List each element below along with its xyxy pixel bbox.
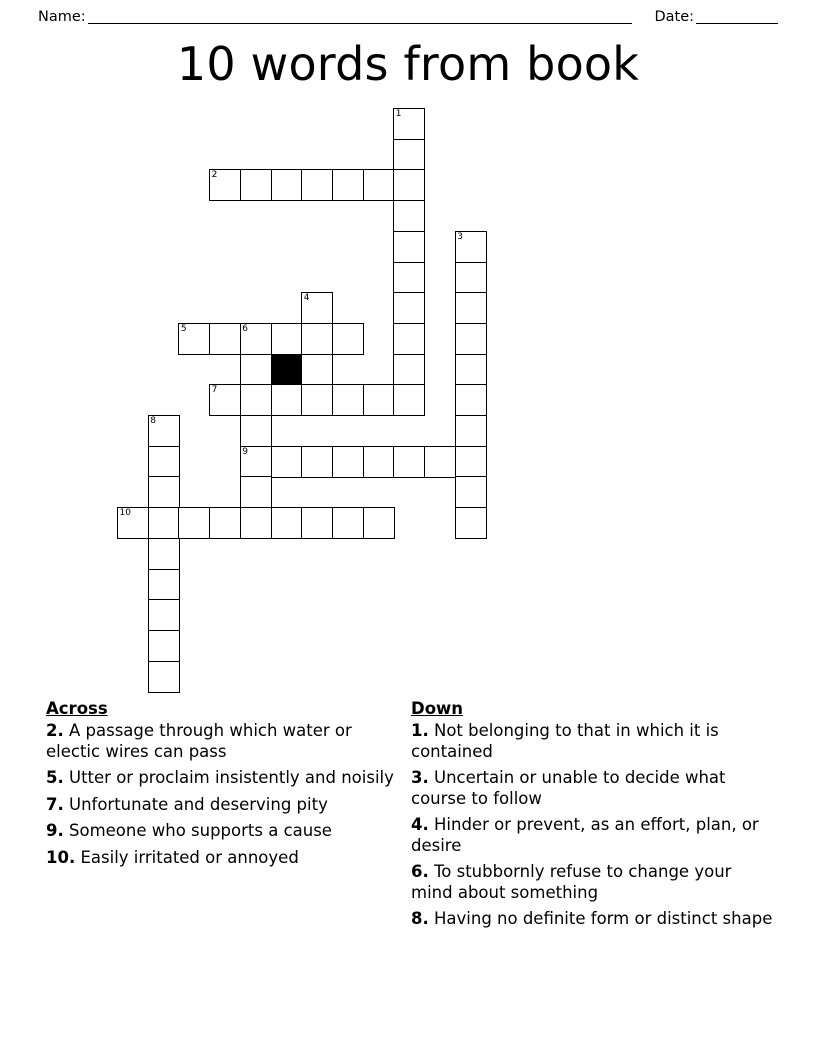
grid-cell[interactable] (240, 415, 272, 447)
clue-text: To stubbornly refuse to change your mind about something (411, 862, 732, 902)
grid-cell[interactable] (393, 139, 425, 171)
grid-cell[interactable] (455, 507, 487, 539)
grid-cell[interactable] (240, 384, 272, 416)
grid-cell[interactable] (148, 507, 180, 539)
grid-cell[interactable] (271, 384, 303, 416)
grid-cell[interactable] (271, 507, 303, 539)
grid-cell[interactable] (301, 446, 333, 478)
clue-item (411, 815, 776, 856)
clue-item (411, 909, 776, 930)
grid-cell[interactable] (240, 507, 272, 539)
clue-number: 9. (46, 821, 64, 840)
grid-cell[interactable] (332, 323, 364, 355)
grid-cell[interactable] (363, 507, 395, 539)
grid-cell-number: 5 (180, 323, 187, 334)
grid-cell[interactable] (363, 384, 395, 416)
grid-cell[interactable] (455, 292, 487, 324)
grid-cell-number: 1 (395, 109, 402, 119)
grid-cell[interactable] (363, 446, 395, 478)
grid-cell[interactable] (148, 661, 180, 693)
grid-cell-number: 4 (303, 293, 310, 304)
down-clue-list (411, 721, 776, 930)
clue-area (0, 698, 816, 936)
grid-cell[interactable] (455, 323, 487, 355)
clue-item (46, 795, 411, 816)
clue-text: Having no definite form or distinct shape (428, 909, 773, 928)
clue-number: 6. (411, 862, 429, 881)
grid-cell[interactable] (148, 415, 180, 447)
across-clue-list (46, 721, 411, 868)
grid-cell[interactable] (209, 507, 241, 539)
grid-cell[interactable] (301, 384, 333, 416)
clue-text: Easily irritated or annoyed (75, 847, 299, 867)
clue-text: A passage through which water or electic wires can pass (46, 721, 352, 761)
clue-number: 10. (46, 847, 76, 867)
grid-cell[interactable] (393, 231, 425, 263)
clue-item (46, 768, 411, 789)
grid-cell[interactable] (148, 630, 180, 662)
clue-item (46, 821, 411, 842)
grid-cell[interactable] (455, 384, 487, 416)
grid-cell-number: 2 (211, 170, 218, 181)
grid-cell[interactable] (332, 169, 364, 201)
grid-cell[interactable] (393, 262, 425, 294)
grid-cell[interactable] (209, 323, 241, 355)
clue-item (411, 862, 776, 903)
grid-cell[interactable] (455, 262, 487, 294)
grid-cell[interactable] (209, 384, 241, 416)
clue-number: 3. (411, 768, 429, 787)
grid-cell[interactable] (240, 446, 272, 478)
clue-item (46, 721, 411, 762)
grid-cell[interactable] (363, 169, 395, 201)
clue-item (46, 848, 411, 869)
name-label: Name: (38, 9, 86, 25)
clue-text: Utter or proclaim insistently and noisily (63, 768, 394, 787)
grid-cell[interactable] (332, 446, 364, 478)
clue-text: Not belonging to that in which it is contained (411, 721, 719, 761)
page-title: 10 words from book (176, 37, 640, 91)
grid-cell[interactable] (393, 200, 425, 232)
clue-number: 8. (411, 909, 429, 928)
across-heading: Across (46, 699, 108, 718)
clue-number: 2. (46, 721, 64, 740)
grid-cell[interactable] (148, 476, 180, 508)
grid-cell-number: 9 (242, 446, 249, 457)
grid-cell[interactable] (455, 476, 487, 508)
grid-cell[interactable] (393, 446, 425, 478)
grid-cell[interactable] (455, 446, 487, 478)
grid-cell[interactable] (209, 169, 241, 201)
grid-cell[interactable] (301, 169, 333, 201)
grid-cell[interactable] (424, 446, 456, 478)
clue-text: Someone who supports a cause (63, 821, 332, 840)
grid-cell[interactable] (148, 569, 180, 601)
grid-block-cell (271, 354, 303, 386)
grid-cell[interactable] (332, 384, 364, 416)
grid-cell[interactable] (240, 169, 272, 201)
grid-cell[interactable] (301, 507, 333, 539)
date-label: Date: (654, 9, 694, 25)
grid-cell-number: 8 (150, 416, 156, 426)
grid-cell-number: 3 (457, 231, 463, 242)
grid-cell[interactable] (117, 507, 149, 539)
grid-cell[interactable] (301, 323, 333, 355)
clue-text: Unfortunate and deserving pity (63, 794, 328, 814)
grid-cell[interactable] (240, 354, 272, 386)
clue-text: Hinder or prevent, as an effort, plan, or desire (411, 815, 759, 855)
clue-number: 5. (46, 768, 64, 787)
grid-cell[interactable] (455, 231, 487, 263)
grid-cell[interactable] (393, 323, 425, 355)
grid-cell[interactable] (271, 446, 303, 478)
clue-item (411, 768, 776, 809)
grid-cell[interactable] (240, 323, 272, 355)
grid-cell[interactable] (393, 108, 425, 140)
grid-cell[interactable] (301, 292, 333, 324)
grid-cell-number: 10 (119, 508, 131, 519)
grid-cell[interactable] (455, 415, 487, 447)
grid-cell[interactable] (393, 354, 425, 386)
grid-cell[interactable] (178, 507, 210, 539)
grid-cell[interactable] (301, 354, 333, 386)
across-clue-column (46, 698, 411, 936)
grid-cell[interactable] (455, 354, 487, 386)
grid-cell[interactable] (393, 169, 425, 201)
grid-cell[interactable] (148, 446, 180, 478)
clue-number: 1. (411, 721, 429, 740)
grid-cell[interactable] (178, 323, 210, 355)
clue-item (411, 721, 776, 762)
grid-cell-number: 6 (242, 323, 249, 334)
grid-cell[interactable] (271, 323, 303, 355)
grid-cell[interactable] (240, 476, 272, 508)
clue-number: 4. (411, 815, 429, 834)
grid-cell[interactable] (332, 507, 364, 539)
clue-text: Uncertain or unable to decide what course to follow (411, 768, 726, 808)
grid-cell[interactable] (148, 599, 180, 631)
clue-number: 7. (46, 794, 64, 814)
down-clue-column (411, 698, 776, 936)
grid-cell[interactable] (393, 292, 425, 324)
down-heading: Down (411, 699, 464, 718)
grid-cell[interactable] (393, 384, 425, 416)
grid-cell-number: 7 (211, 385, 218, 396)
grid-cell[interactable] (271, 169, 303, 201)
grid-cell[interactable] (148, 538, 180, 570)
